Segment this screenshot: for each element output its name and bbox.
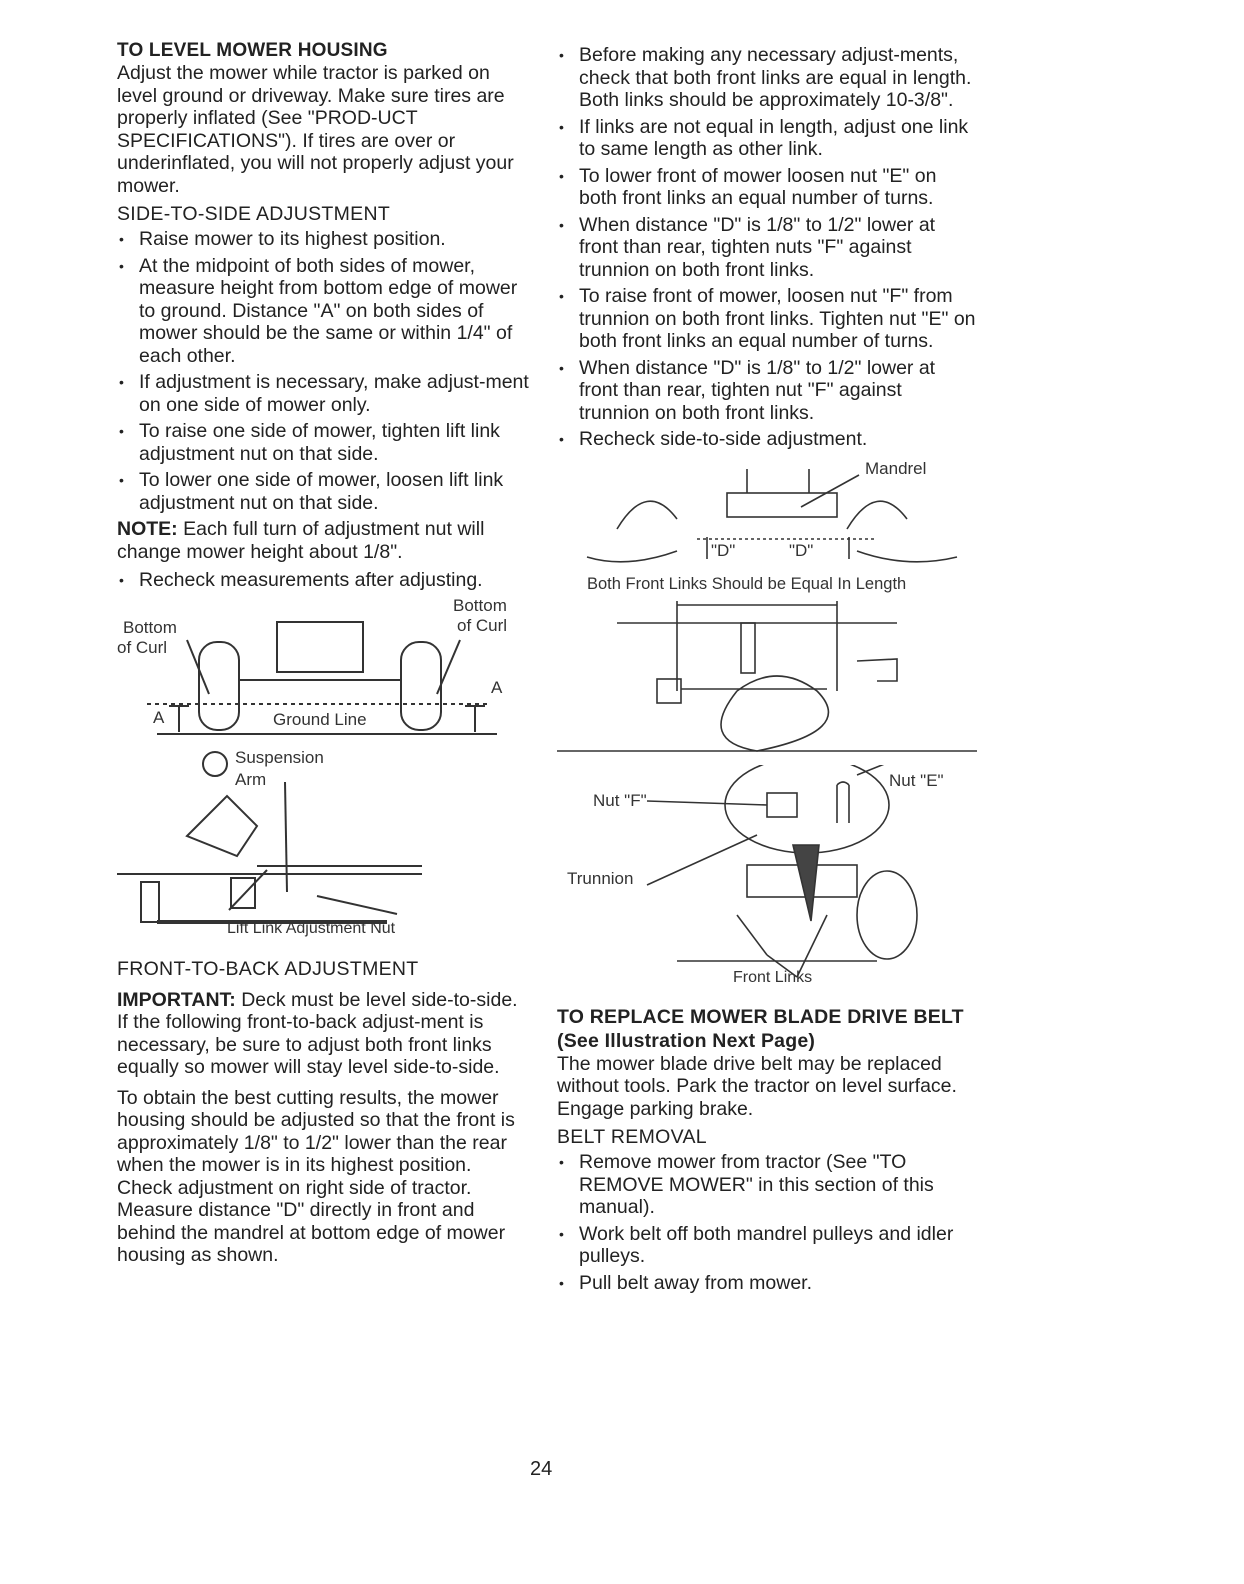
front-links-length-caption: Both Front Links Should be Equal In Length (587, 574, 907, 593)
check-adjustment-paragraph: Check adjustment on right side of tractor. Measure distance "D" directly in front and behind the mandrel at bottom edge of mower housing as shown. (117, 1176, 506, 1266)
note-paragraph (117, 518, 529, 563)
replace-belt-paragraph: The mower blade drive belt may be replaced without tools. Park the tractor on level surface. Engage parking brake. (557, 1052, 957, 1120)
important-paragraph (117, 989, 529, 1079)
lift-link-drawing (117, 746, 529, 942)
list-item: • If links are not equal in length, adjust one link to same length as other link. (557, 116, 977, 161)
distance-d-rear-label: "D" (789, 540, 814, 560)
note-text: Each full turn of adjustment nut will change mower height about 1/8". (117, 518, 485, 563)
left-column (117, 40, 529, 1267)
list-item: • Recheck measurements after adjusting. (117, 569, 529, 592)
list-item: • To lower one side of mower, loosen lift link adjustment nut on that side. (117, 469, 529, 514)
distance-a-left-label: A (153, 707, 165, 727)
belt-removal-heading: BELT REMOVAL (557, 1126, 707, 1148)
nut-trunnion-figure (557, 765, 977, 995)
recheck-list (117, 569, 529, 592)
level-housing-heading: TO LEVEL MOWER HOUSING (117, 40, 388, 61)
list-item: • Work belt off both mandrel pulleys and idler pulleys. (557, 1223, 977, 1268)
best-results-paragraph: To obtain the best cutting results, the mower housing should be adjusted so that the front is approximately 1/8" to 1/2" lower than the rear when the mower is in its highest position. (117, 1086, 515, 1176)
front-links-length-figure (557, 575, 977, 761)
note-label: NOTE: (117, 518, 178, 540)
bottom-curl-left-label-1: Bottom (123, 617, 177, 637)
level-housing-paragraph: Adjust the mower while tractor is parked on level ground or driveway. Make sure tires are properly inflated (See "PROD-UCT SPECIFICATIONS"). If tires are over or underinflated, you will not properly adjust your mower. (117, 62, 514, 197)
suspension-label-1: Suspension (235, 747, 324, 767)
lift-link-figure (117, 746, 529, 942)
side-to-side-list (117, 228, 529, 514)
bottom-curl-left-label-2: of Curl (117, 637, 168, 657)
front-to-back-heading: FRONT-TO-BACK ADJUSTMENT (117, 957, 419, 980)
list-item: • At the midpoint of both sides of mower, measure height from bottom edge of mower to ground. Distance "A" on both sides of mower should be the same or within 1/4" of each other. (117, 255, 529, 368)
mandrel-figure (557, 459, 977, 567)
front-links-length-drawing (557, 601, 977, 761)
front-links-caption: Front Links (733, 968, 813, 986)
lift-link-caption: Lift Link Adjustment Nut (227, 919, 396, 937)
nut-f-label: Nut "F" (593, 790, 647, 810)
mandrel-label: Mandrel (865, 458, 927, 478)
front-link-list (557, 44, 977, 451)
trunnion-label: Trunnion (567, 868, 634, 888)
list-item: • To raise front of mower, loosen nut "F" from trunnion on both front links. Tighten nut "E" on both front links an equal number of turns. (557, 285, 977, 353)
side-to-side-heading: SIDE-TO-SIDE ADJUSTMENT (117, 203, 391, 225)
list-item: • Raise mower to its highest position. (117, 228, 529, 251)
list-item: • To lower front of mower loosen nut "E" on both front links an equal number of turns. (557, 165, 977, 210)
level-figure (117, 595, 529, 742)
bottom-curl-right-label-1: Bottom (453, 595, 507, 615)
ground-line-label: Ground Line (273, 709, 367, 729)
nut-e-label: Nut "E" (889, 770, 944, 790)
suspension-label-2: Arm (235, 769, 267, 789)
page-number: 24 (530, 1458, 553, 1480)
important-label: IMPORTANT: (117, 988, 236, 1011)
list-item: • When distance "D" is 1/8" to 1/2" lower at front than rear, tighten nut "F" against trunnion on both front links. (557, 357, 977, 425)
list-item: • Before making any necessary adjust-ments, check that both front links are equal in length. Both links should be approximately 10-3/8". (557, 44, 977, 112)
list-item: • Pull belt away from mower. (557, 1272, 977, 1295)
list-item: • To raise one side of mower, tighten lift link adjustment nut on that side. (117, 420, 529, 465)
belt-removal-list (557, 1151, 977, 1294)
important-text: Deck must be level side-to-side. If the following front-to-back adjust-ment is necessary, be sure to adjust both front links equally so mower will stay level side-to-side. (117, 988, 518, 1078)
list-item: • Remove mower from tractor (See "TO REMOVE MOWER" in this section of this manual). (557, 1151, 977, 1219)
distance-d-front-label: "D" (711, 540, 736, 560)
list-item: • Recheck side-to-side adjustment. (557, 428, 977, 451)
distance-a-right-label: A (491, 677, 503, 697)
right-column (557, 44, 977, 1298)
replace-belt-heading: TO REPLACE MOWER BLADE DRIVE BELT (See Illustration Next Page) (557, 1005, 964, 1052)
bottom-curl-right-label-2: of Curl (457, 615, 508, 635)
list-item: • When distance "D" is 1/8" to 1/2" lower at front than rear, tighten nuts "F" against trunnion on both front links. (557, 214, 977, 282)
list-item: • If adjustment is necessary, make adjust-ment on one side of mower only. (117, 371, 529, 416)
